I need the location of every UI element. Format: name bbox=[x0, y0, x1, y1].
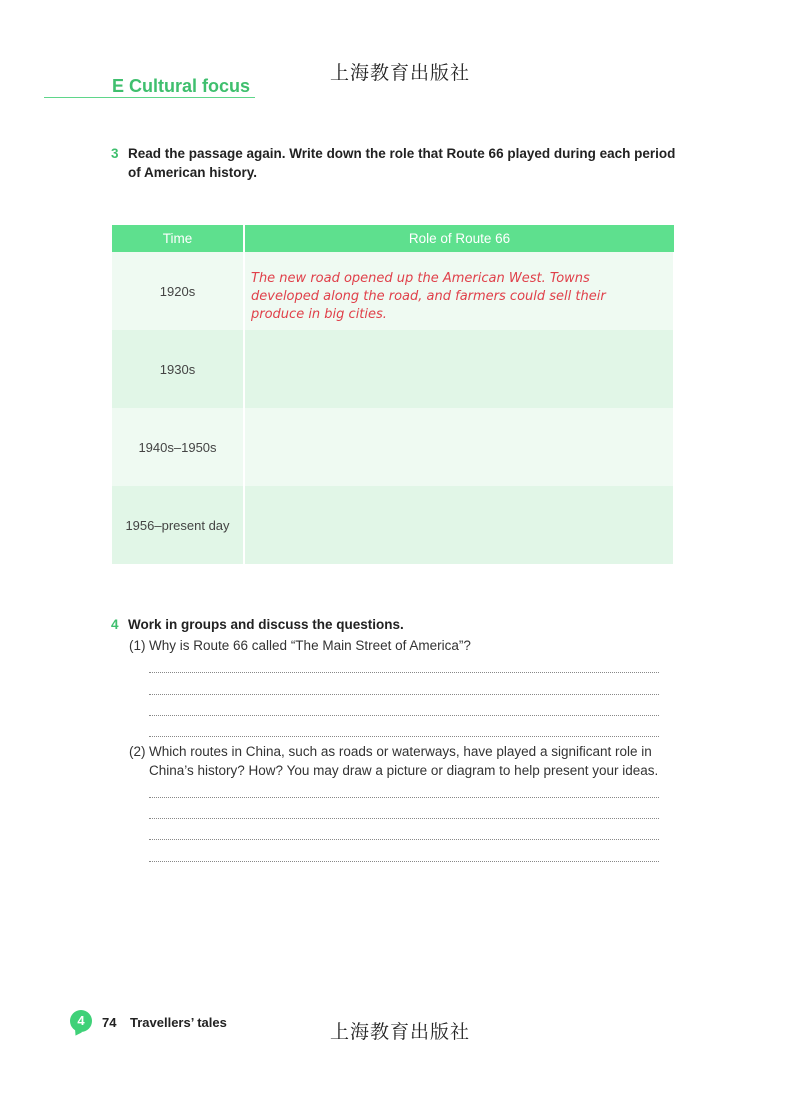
page-number: 74 bbox=[102, 1015, 117, 1030]
question-3-number: 3 bbox=[111, 146, 119, 161]
role-cell[interactable] bbox=[244, 408, 674, 486]
sub-question-1 bbox=[129, 636, 669, 656]
answer-line[interactable] bbox=[149, 818, 659, 819]
answer-line[interactable] bbox=[149, 694, 659, 695]
section-header bbox=[44, 76, 255, 98]
sub-question-2 bbox=[129, 742, 674, 782]
publisher-watermark-bottom: 上海教育出版社 bbox=[329, 1021, 470, 1043]
role-cell[interactable] bbox=[244, 252, 674, 330]
question-4-text: Work in groups and discuss the questions. bbox=[128, 617, 404, 632]
answer-line[interactable] bbox=[149, 839, 659, 840]
role-column-header: Role of Route 66 bbox=[244, 225, 674, 252]
table-row bbox=[112, 486, 674, 564]
table-row bbox=[112, 330, 674, 408]
answer-line[interactable] bbox=[149, 672, 659, 673]
question-4-number: 4 bbox=[111, 617, 119, 632]
route66-roles-table bbox=[112, 225, 675, 564]
time-cell: 1920s bbox=[112, 252, 244, 330]
sub-question-2-text: Which routes in China, such as roads or waterways, have played a significant role in China’s history? How? You may draw a picture or diagram to help present your ideas. bbox=[149, 744, 659, 778]
time-cell: 1930s bbox=[112, 330, 244, 408]
answer-line[interactable] bbox=[149, 861, 659, 862]
unit-title: Travellers’ tales bbox=[130, 1015, 227, 1030]
answer-line[interactable] bbox=[149, 736, 659, 737]
table-row bbox=[112, 252, 674, 330]
question-3-text: Read the passage again. Write down the role that Route 66 played during each period of American history. bbox=[128, 146, 676, 180]
publisher-watermark-top: 上海教育出版社 bbox=[329, 62, 470, 84]
role-cell[interactable] bbox=[244, 330, 674, 408]
answer-line[interactable] bbox=[149, 715, 659, 716]
time-column-header: Time bbox=[112, 225, 244, 252]
handwritten-answer: The new road opened up the American West. Towns developed along the road, and farmers could sell their produce in big cities. bbox=[251, 271, 606, 322]
sub-question-1-label: (1) bbox=[129, 638, 146, 653]
time-cell: 1956–present day bbox=[112, 486, 244, 564]
section-title: E Cultural focus bbox=[112, 76, 251, 96]
time-cell: 1940s–1950s bbox=[112, 408, 244, 486]
answer-line[interactable] bbox=[149, 797, 659, 798]
sub-question-2-label: (2) bbox=[129, 744, 146, 759]
role-cell[interactable] bbox=[244, 486, 674, 564]
table-row bbox=[112, 408, 674, 486]
unit-badge: 4 bbox=[70, 1010, 92, 1032]
question-4 bbox=[111, 615, 671, 635]
sub-question-1-text: Why is Route 66 called “The Main Street of America”? bbox=[149, 638, 471, 653]
table-header-row bbox=[112, 225, 674, 252]
question-3 bbox=[111, 144, 681, 184]
